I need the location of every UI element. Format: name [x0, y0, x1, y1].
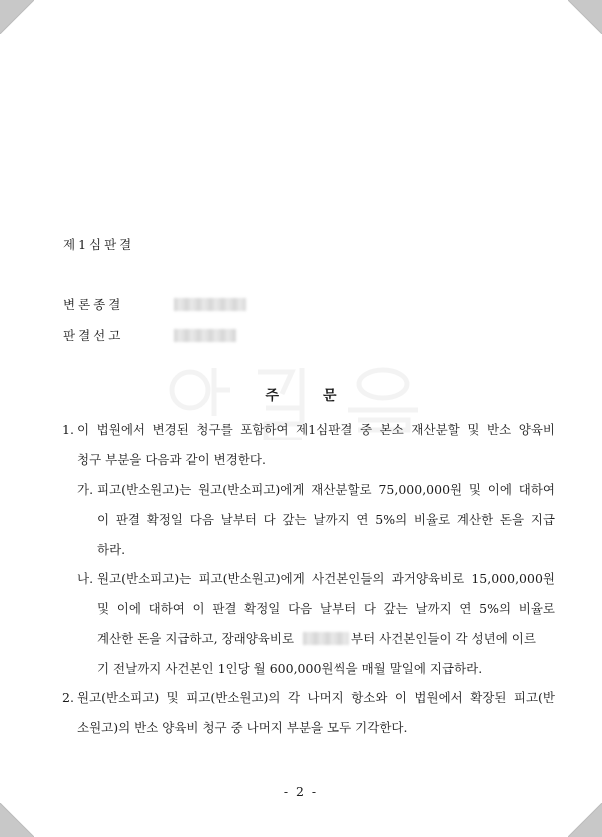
page-corner-fold-icon [0, 803, 34, 837]
page-corner-fold-icon [0, 0, 34, 34]
sub-item-line: 이 판결 확정일 다음 날부터 다 갚는 날까지 연 5%의 비율로 계산한 돈을 지급 [97, 512, 555, 527]
sub-item-line: 원고(반소피고)는 피고(반소원고)에게 사건본인들의 과거양육비로 15,000,000원 [97, 571, 555, 586]
page-corner-fold-icon [568, 0, 602, 34]
item-line: 이 법원에서 변경된 청구를 포함하여 제1심판결 중 본소 재산분할 및 반소 양육비 [77, 422, 555, 437]
order-heading: 주 문 [265, 388, 337, 404]
sub-item-line: 피고(반소원고)는 원고(반소피고)에게 재산분할로 75,000,000원 및 이에 대하여 [97, 482, 555, 497]
judgment-date-label: 판결선고 [63, 328, 124, 343]
redacted-date [303, 632, 349, 645]
sub-item-line: 부터 사건본인들이 각 성년에 이르 [351, 631, 536, 646]
sub-item-line: 하라. [97, 542, 126, 557]
redacted-date [174, 329, 236, 342]
item-line: 소원고)의 반소 양육비 청구 중 나머지 부분을 모두 기각한다. [77, 720, 408, 735]
case-label: 제1심판결 [63, 237, 135, 252]
item-line: 원고(반소피고) 및 피고(반소원고)의 각 나머지 항소와 이 법원에서 확장된 피고(반 [77, 690, 555, 705]
sub-item-line: 계산한 돈을 지급하고, 장래양육비로 [97, 631, 295, 646]
sub-item-line: 기 전날까지 사건본인 1인당 월 600,000원씩을 매월 말일에 지급하라. [97, 661, 483, 676]
page-corner-fold-icon [568, 803, 602, 837]
page-number: - 2 - [283, 784, 319, 799]
sub-item-mark: 나. [77, 571, 94, 586]
hearing-close-label: 변론종결 [63, 297, 124, 312]
redacted-date [174, 298, 246, 311]
item-number: 1. [62, 422, 74, 437]
item-line: 청구 부분을 다음과 같이 변경한다. [77, 452, 266, 467]
sub-item-line: 및 이에 대하여 이 판결 확정일 다음 날부터 다 갚는 날까지 연 5%의 비율로 [97, 601, 555, 616]
item-number: 2. [62, 690, 74, 705]
sub-item-mark: 가. [77, 482, 94, 497]
